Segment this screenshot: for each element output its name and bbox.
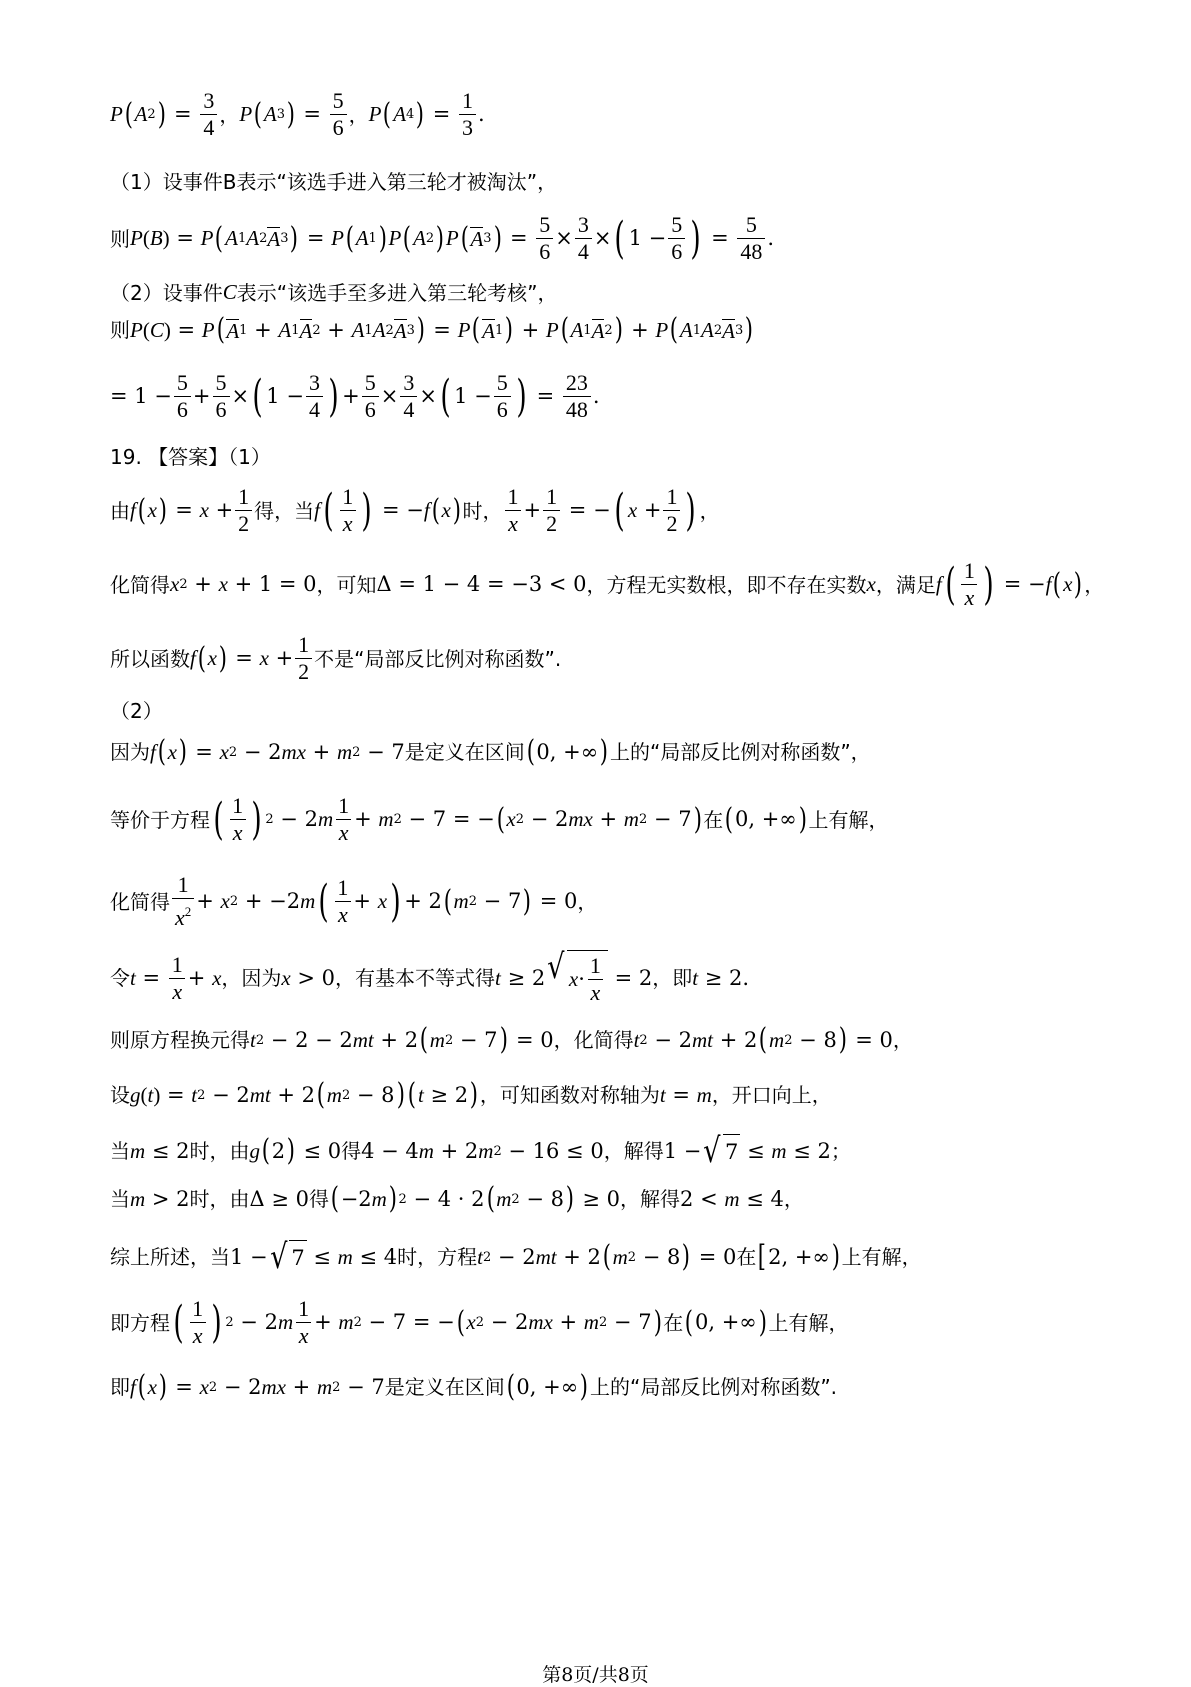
- math-line-8: 由 f ( x ) = x + $\frac{1}{2}$ 得，当 f ( $\frac{1}{x}$ ) = − f ( x ) 时， $\frac{1}{x}$ + $\frac{1}{2}$ = − ( x + $\frac{1}{2}$ ) ，: [110, 484, 720, 536]
- math-line-3: 则 P ( B ) = P ( A 1 A 2 A 3 ) = P ( A 1 ) P ( A 2 ) P ( A 3 ) = $\frac{5}{6}$ × $\frac{3}{4}$ × ( 1 − $\frac{5}{6}$ ) = $\frac{5}{48}$ .: [110, 212, 775, 264]
- math-line-22: 即 f ( x ) = x 2 − 2 mx + m 2 − 7 是定义在区间 ( 0, +∞ ) 上的“局部反比例对称函数”.: [110, 1369, 838, 1404]
- q2-intro-text: （2）设事件 C 表示“该选手至多进入第三轮考核”，: [110, 280, 558, 305]
- math-line-5: 则 P ( C ) = P ( A 1 + A 1 A 2 + A 1 A 2 A 3 ) = P ( A 1 ) + P ( A 1 A 2 ) + P ( A 1 A 2 A 3 ): [110, 312, 754, 347]
- math-line-19: 当 m > 2 时，由 Δ ≥ 0 得 ( −2 m ) 2 − 4 · 2 ( m 2 − 8 ) ≥ 0 ，解得 2 < m ≤ 4 ，: [110, 1181, 804, 1216]
- q1-intro-text: （1）设事件B表示“该选手进入第三轮才被淘汰”，: [110, 170, 558, 194]
- math-line-13: 等价于方程 ( $\frac{1}{x}$ ) 2 − 2 m $\frac{1}{x}$ + m 2 − 7 = − ( x 2 − 2 mx + m 2 − 7 ) 在 ( 0, +∞ ) 上有解，: [110, 793, 889, 845]
- math-line-15: 令 t = $\frac{1}{x}$ + x ，因为 x > 0 ，有基本不等式得 t ≥ 2 √ x · $\frac{1}{x}$ = 2 ，即 t ≥ 2.: [110, 947, 750, 1005]
- math-line-21: 即方程 ( $\frac{1}{x}$ ) 2 − 2 m $\frac{1}{x}$ + m 2 − 7 = − ( x 2 − 2 mx + m 2 − 7 ) 在 ( 0, +∞ ) 上有解，: [110, 1296, 849, 1348]
- math-line-9: 化简得 x 2 + x + 1 = 0 ，可知 Δ = 1 − 4 = −3 < 0 ，方程无实数根，即不存在实数 x ，满足 f ( $\frac{1}{x}$ ) = − f ( x ) ，: [110, 558, 1105, 610]
- page-footer: 第8页/共8页: [542, 1664, 649, 1686]
- math-line-17: 设 g ( t ) = t 2 − 2 mt + 2 ( m 2 − 8 ) ( t ≥ 2 ) ，可知函数对称轴为 t = m ，开口向上，: [110, 1077, 832, 1112]
- answer-19-heading: 19. 【答案】（1）: [110, 445, 271, 469]
- math-line-16: 则原方程换元得 t 2 − 2 − 2 mt + 2 ( m 2 − 7 ) = 0 ，化简得 t 2 − 2 mt + 2 ( m 2 − 8 ) = 0 ，: [110, 1022, 913, 1057]
- math-line-20: 综上所述，当 1 − √ 7 ≤ m ≤ 4 时，方程 t 2 − 2 mt + 2 ( m 2 − 8 ) = 0 在 [ 2, +∞ ) 上有解，: [110, 1237, 922, 1277]
- part-2-heading: （2）: [110, 699, 163, 723]
- math-line-12: 因为 f ( x ) = x 2 − 2 mx + m 2 − 7 是定义在区间 ( 0, +∞ ) 上的“局部反比例对称函数”，: [110, 734, 871, 769]
- math-line-18: 当 m ≤ 2 时，由 g ( 2 ) ≤ 0 得 4 − 4 m + 2 m 2 − 16 ≤ 0 ，解得 1 − √ 7 ≤ m ≤ 2 ；: [110, 1131, 851, 1171]
- math-line-6: = 1 − $\frac{5}{6}$ + $\frac{5}{6}$ × ( 1 − $\frac{3}{4}$ ) + $\frac{5}{6}$ × $\frac{3}{4}$ × ( 1 − $\frac{5}{6}$ ) = $\frac{23}{48}$ .: [110, 370, 600, 422]
- math-line-10: 所以函数 f ( x ) = x + $\frac{1}{2}$ 不是“局部反比例对称函数”.: [110, 632, 562, 684]
- math-line-1: P ( A 2 ) = $\frac{3}{4}$ ， P ( A 3 ) = $\frac{5}{6}$ ， P ( A 4 ) = $\frac{1}{3}$ .: [110, 88, 485, 140]
- math-line-14: 化简得 $\frac{1}{x^2}$ + x 2 + −2 m ( $\frac{1}{x}$ + x ) + 2 ( m 2 − 7 ) = 0 ，: [110, 872, 598, 930]
